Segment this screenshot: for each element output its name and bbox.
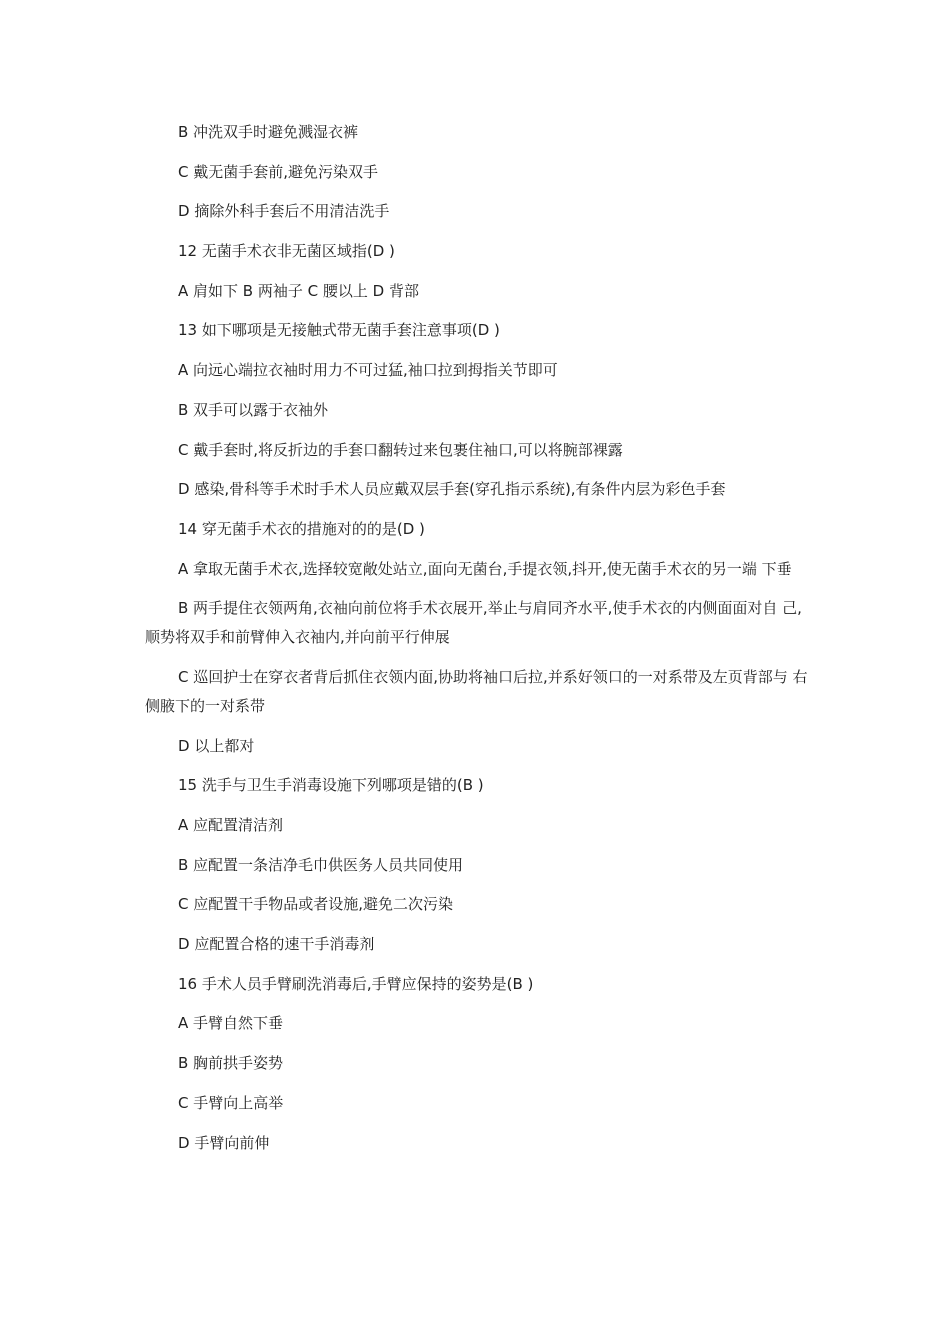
paragraph: B 双手可以露于衣袖外	[178, 400, 329, 419]
paragraph: D 应配置合格的速干手消毒剂	[178, 935, 375, 954]
paragraph: A 肩如下 B 两袖子 C 腰以上 D 背部	[178, 281, 419, 300]
paragraph: D 手臂向前伸	[178, 1133, 270, 1152]
paragraph: B 冲洗双手时避免溅湿衣裤	[178, 123, 359, 141]
paragraph: C 手臂向上高举	[178, 1093, 284, 1112]
paragraph: C 巡回护士在穿衣者背后抓住衣领内面,协助将袖口后拉,并系好领口的一对系带及左页背部与 右侧腋下的一对系带	[145, 667, 808, 715]
paragraph: A 向远心端拉衣袖时用力不可过猛,袖口拉到拇指关节即可	[178, 361, 558, 380]
question-12: 12 无菌手术衣非无菌区域指(D )	[178, 242, 395, 261]
paragraph: A 手臂自然下垂	[178, 1014, 284, 1033]
paragraph: B 胸前拱手姿势	[178, 1054, 284, 1073]
question-15: 15 洗手与卫生手消毒设施下列哪项是错的(B )	[178, 776, 484, 795]
paragraph: D 感染,骨科等手术时手术人员应戴双层手套(穿孔指示系统),有条件内层为彩色手套	[178, 480, 726, 499]
question-14: 14 穿无菌手术衣的措施对的的是(D )	[178, 519, 425, 538]
paragraph: C 应配置干手物品或者设施,避免二次污染	[178, 895, 454, 914]
question-16: 16 手术人员手臂刷洗消毒后,手臂应保持的姿势是(B )	[178, 974, 534, 993]
paragraph: B 应配置一条洁净毛巾供医务人员共同使用	[178, 855, 464, 874]
paragraph: D 摘除外科手套后不用清洁洗手	[178, 202, 390, 221]
paragraph: C 戴无菌手套前,避免污染双手	[178, 162, 379, 181]
paragraph: D 以上都对	[178, 736, 255, 755]
paragraph: A 应配置清洁剂	[178, 816, 284, 834]
document-body	[145, 118, 810, 1168]
question-13: 13 如下哪项是无接触式带无菌手套注意事项(D )	[178, 321, 500, 340]
paragraph: B 两手提住衣领两角,衣袖向前位将手术衣展开,举止与肩同齐水平,使手术衣的内侧面面对自 己,顺势将双手和前臂伸入衣袖内,并向前平行伸展	[145, 599, 802, 647]
paragraph: A 拿取无菌手术衣,选择较宽敞处站立,面向无菌台,手提衣领,抖开,使无菌手术衣的另一端 下垂	[178, 559, 792, 578]
paragraph: C 戴手套时,将反折边的手套口翻转过来包裹住袖口,可以将腕部裸露	[178, 440, 623, 459]
